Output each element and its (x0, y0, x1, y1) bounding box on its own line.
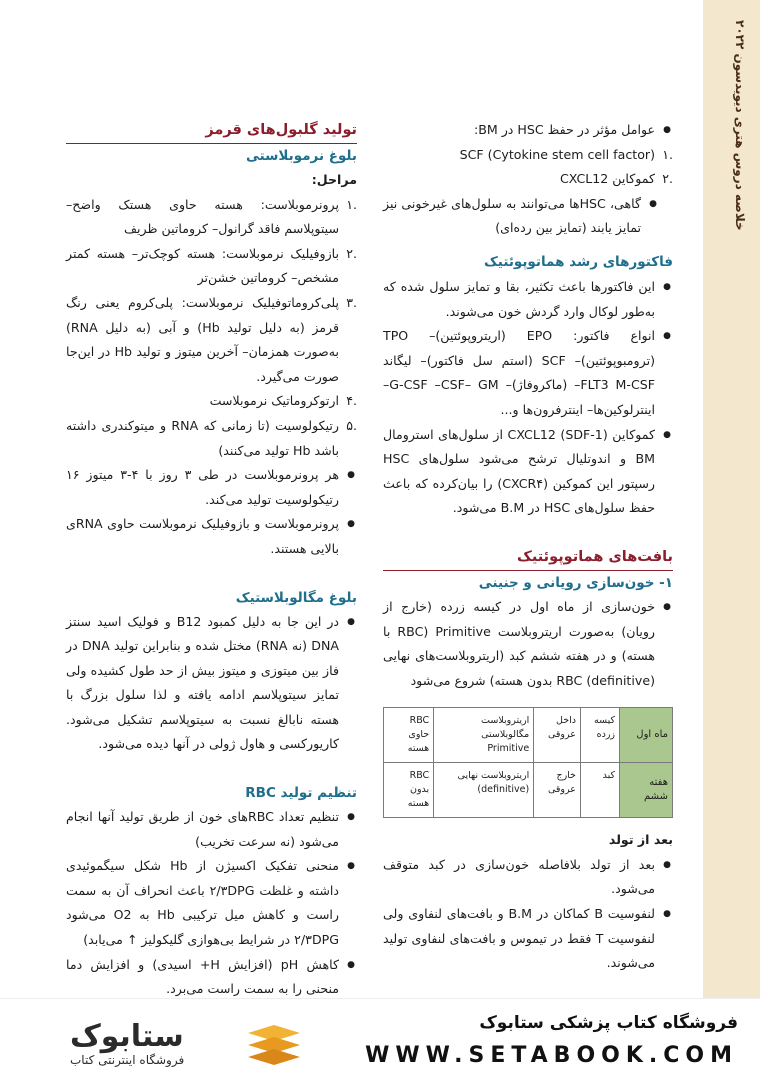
column-left (383, 118, 673, 976)
item-number: .۴ (346, 393, 357, 409)
table-cell: RBC بدون هسته (384, 763, 434, 818)
list-item: ● لنفوسیت B کماکان در B.M و بافت‌های لنفاوی ولی لنفوسیت T فقط در تیموس و بافت‌های لنفاوی تولید می‌شوند. (383, 902, 673, 976)
rbc-production-heading: تولید گلبول‌های قرمز (66, 118, 357, 144)
factor-note-list (383, 192, 673, 241)
list-item: ● در این جا به دلیل کمبود B12 و فولیک اسید سنتز DNA (نه RNA) مختل شده و بنابراین تولید DNA در فاز بین میتوزی و میتوز بیش از حد طول کشیده ولی تمایز سیتوپلاسم ادامه یافته و لذا سلول بزرگ با هسته نابالغ نسبت به سیتوپلاسم تشکیل می‌شود. کاریورکسی و هاول ژولی در آنها دیده می‌شود. (66, 610, 357, 758)
list-item (66, 414, 357, 463)
store-url[interactable]: WWW.SETABOOK.COM (365, 1043, 738, 1068)
growth-factors-heading: فاکتورهای رشد هماتوپوئتیک (483, 253, 673, 270)
after-birth-list (383, 853, 673, 976)
row-header: هفته ششم (620, 763, 673, 818)
list-item: ● منحنی تفکیک اکسیژن از Hb شکل سیگموئیدی داشته و غلظت ۲/۳DPG باعث انحراف آن به سمت راست و کاهش میل ترکیبی Hb به O2 می‌شود ۲/۳DPG در شرایط بی‌هوازی گلیکولیز ↑ می‌یابد) (66, 854, 357, 952)
normoblast-bullets (66, 463, 357, 561)
store-footer (0, 998, 760, 1081)
list-item: ● کموکاین CXCL12 (SDF-1) از سلول‌های استرومال BM و اندوتلیال ترشح می‌شود سلول‌های HSC رسپتور این کموکین (CXCR۴) را بیان‌کرده که باعث حفظ سلول‌های HSC در B.M می‌شود. (383, 423, 673, 521)
book-stack-icon (244, 1023, 304, 1075)
list-item (383, 167, 673, 192)
stages-list (66, 193, 357, 464)
item-text: ارتوکروماتیک نرموبلاست (209, 393, 339, 409)
column-right (66, 118, 357, 1002)
embryo-list (383, 595, 673, 693)
item-text: بازوفیلیک نرموبلاست: هسته کوچک‌تر– هسته کمتر مشخص– کروماتین خشن‌تر (66, 245, 339, 286)
table-cell: کیسه زرده (580, 708, 619, 763)
list-item: ● خون‌سازی از ماه اول در کیسه زرده (خارج از رویان) به‌صورت اریتروبلاست Primitive (RBC با هسته) و در هفته ششم کبد (اریتروبلاست‌های نهایی (definitive) RBC بدون هسته) شروع می‌شود (383, 595, 673, 693)
list-item: ● بعد از تولد بلافاصله خون‌سازی در کبد متوقف می‌شود. (383, 853, 673, 902)
table-cell: اریتروبلاست مگالوبلاستی Primitive (434, 708, 534, 763)
embryo-heading: ۱- خون‌سازی رویانی و جنینی (478, 574, 673, 591)
hsc-factors-list (383, 118, 673, 143)
logo-subtitle: فروشگاه اینترنتی کتاب (70, 1053, 185, 1067)
megaloblastic-list (66, 610, 357, 758)
list-item (66, 193, 357, 242)
list-item (66, 242, 357, 291)
table-cell: کبد (580, 763, 619, 818)
normoblast-heading: بلوغ نرموبلاستی (245, 148, 357, 164)
list-item: ● انواع فاکتور: EPO (اریتروپوئتین)– TPO (ترومبوپوئتین)– SCF (استم سل فاکتور)– لیگاند FLT3 M-CSF– (ماکروفاژ)– G-CSF –CSF– GM– اینترلوکین‌ها– اینترفرون‌ها و... (383, 324, 673, 422)
factor-numbered-list (383, 143, 673, 192)
item-number: .۵ (346, 417, 357, 433)
list-item: ● پرونرموبلاست و بازوفیلیک نرموبلاست حاوی RNAی بالایی هستند. (66, 512, 357, 561)
logo-wordmark: ستابوک (70, 1019, 184, 1054)
item-number: .۱ (346, 196, 357, 212)
item-number: .۲ (662, 171, 673, 187)
after-birth-heading: بعد از تولد (608, 832, 673, 848)
list-item: ● تنظیم تعداد RBCهای خون از طریق تولید آنها انجام می‌شود (نه سرعت تخریب) (66, 805, 357, 854)
item-text: پلی‌کروماتوفیلیک نرموبلاست: پلی‌کروم یعنی رنگ قرمز (به دلیل تولید Hb) و آبی (به دلیل RNA) به‌صورت همزمان– آخرین میتوز و تولید Hb در این‌جا صورت می‌گیرد. (66, 294, 339, 384)
table-row (384, 708, 673, 763)
table-row (384, 763, 673, 818)
list-item: ● هر پرونرموبلاست در طی ۳ روز با ۴-۳ میتوز ۱۶ رتیکولوسیت تولید می‌کند. (66, 463, 357, 512)
list-item (66, 291, 357, 389)
item-text: پرونرموبلاست: هسته حاوی هستک واضح– سیتوپلاسم فاقد گرانول– کروماتین ظریف (66, 196, 339, 237)
rbc-regulation-heading: تنظیم تولید RBC (245, 785, 357, 802)
megaloblastic-heading: بلوغ مگالوبلاستیک (235, 589, 357, 606)
table-cell: داخل عروقی (534, 708, 581, 763)
list-item: ● این فاکتورها باعث تکثیر، بقا و تمایز سلول شده که به‌طور لوکال وارد گردش خون می‌شوند. (383, 275, 673, 324)
item-number: .۲ (346, 245, 357, 261)
table-cell: اریتروبلاست نهایی (definitive) (434, 763, 534, 818)
list-item (383, 143, 673, 168)
table-cell: خارج عروقی (534, 763, 581, 818)
list-item: ● کاهش pH (افزایش H+ اسیدی) و افزایش دما منحنی را به سمت راست می‌برد. (66, 953, 357, 1002)
item-text: SCF (Cytokine stem cell factor) (459, 146, 655, 162)
rbc-regulation-list (66, 805, 357, 1002)
store-logo (30, 1009, 290, 1075)
item-text: رتیکولوسیت (تا زمانی که RNA و میتوکندری داشته باشد Hb تولید می‌کنند) (66, 417, 339, 458)
list-item: ● عوامل مؤثر در حفظ HSC در BM: (383, 118, 673, 143)
hematopoiesis-table (383, 707, 673, 818)
item-number: .۱ (662, 146, 673, 162)
list-item (66, 389, 357, 414)
list-item: ● گاهی، HSCها می‌توانند به سلول‌های غیرخونی نیز تمایز یابند (تمایز بین رده‌ای) (383, 192, 673, 241)
store-title: فروشگاه کتاب پزشکی ستابوک (479, 1013, 738, 1033)
item-number: .۳ (346, 294, 357, 310)
running-header: خلاصه دروس هتری دیویدسون ۲۰۲۲ (733, 20, 747, 231)
growth-factors-list (383, 275, 673, 521)
item-text: کموکاین CXCL12 (559, 171, 655, 187)
table-cell: RBC حاوی هسته (384, 708, 434, 763)
stages-label: مراحل: (311, 172, 357, 187)
tissues-heading: بافت‌های هماتوپوئتیک (383, 545, 673, 571)
row-header: ماه اول (620, 708, 673, 763)
